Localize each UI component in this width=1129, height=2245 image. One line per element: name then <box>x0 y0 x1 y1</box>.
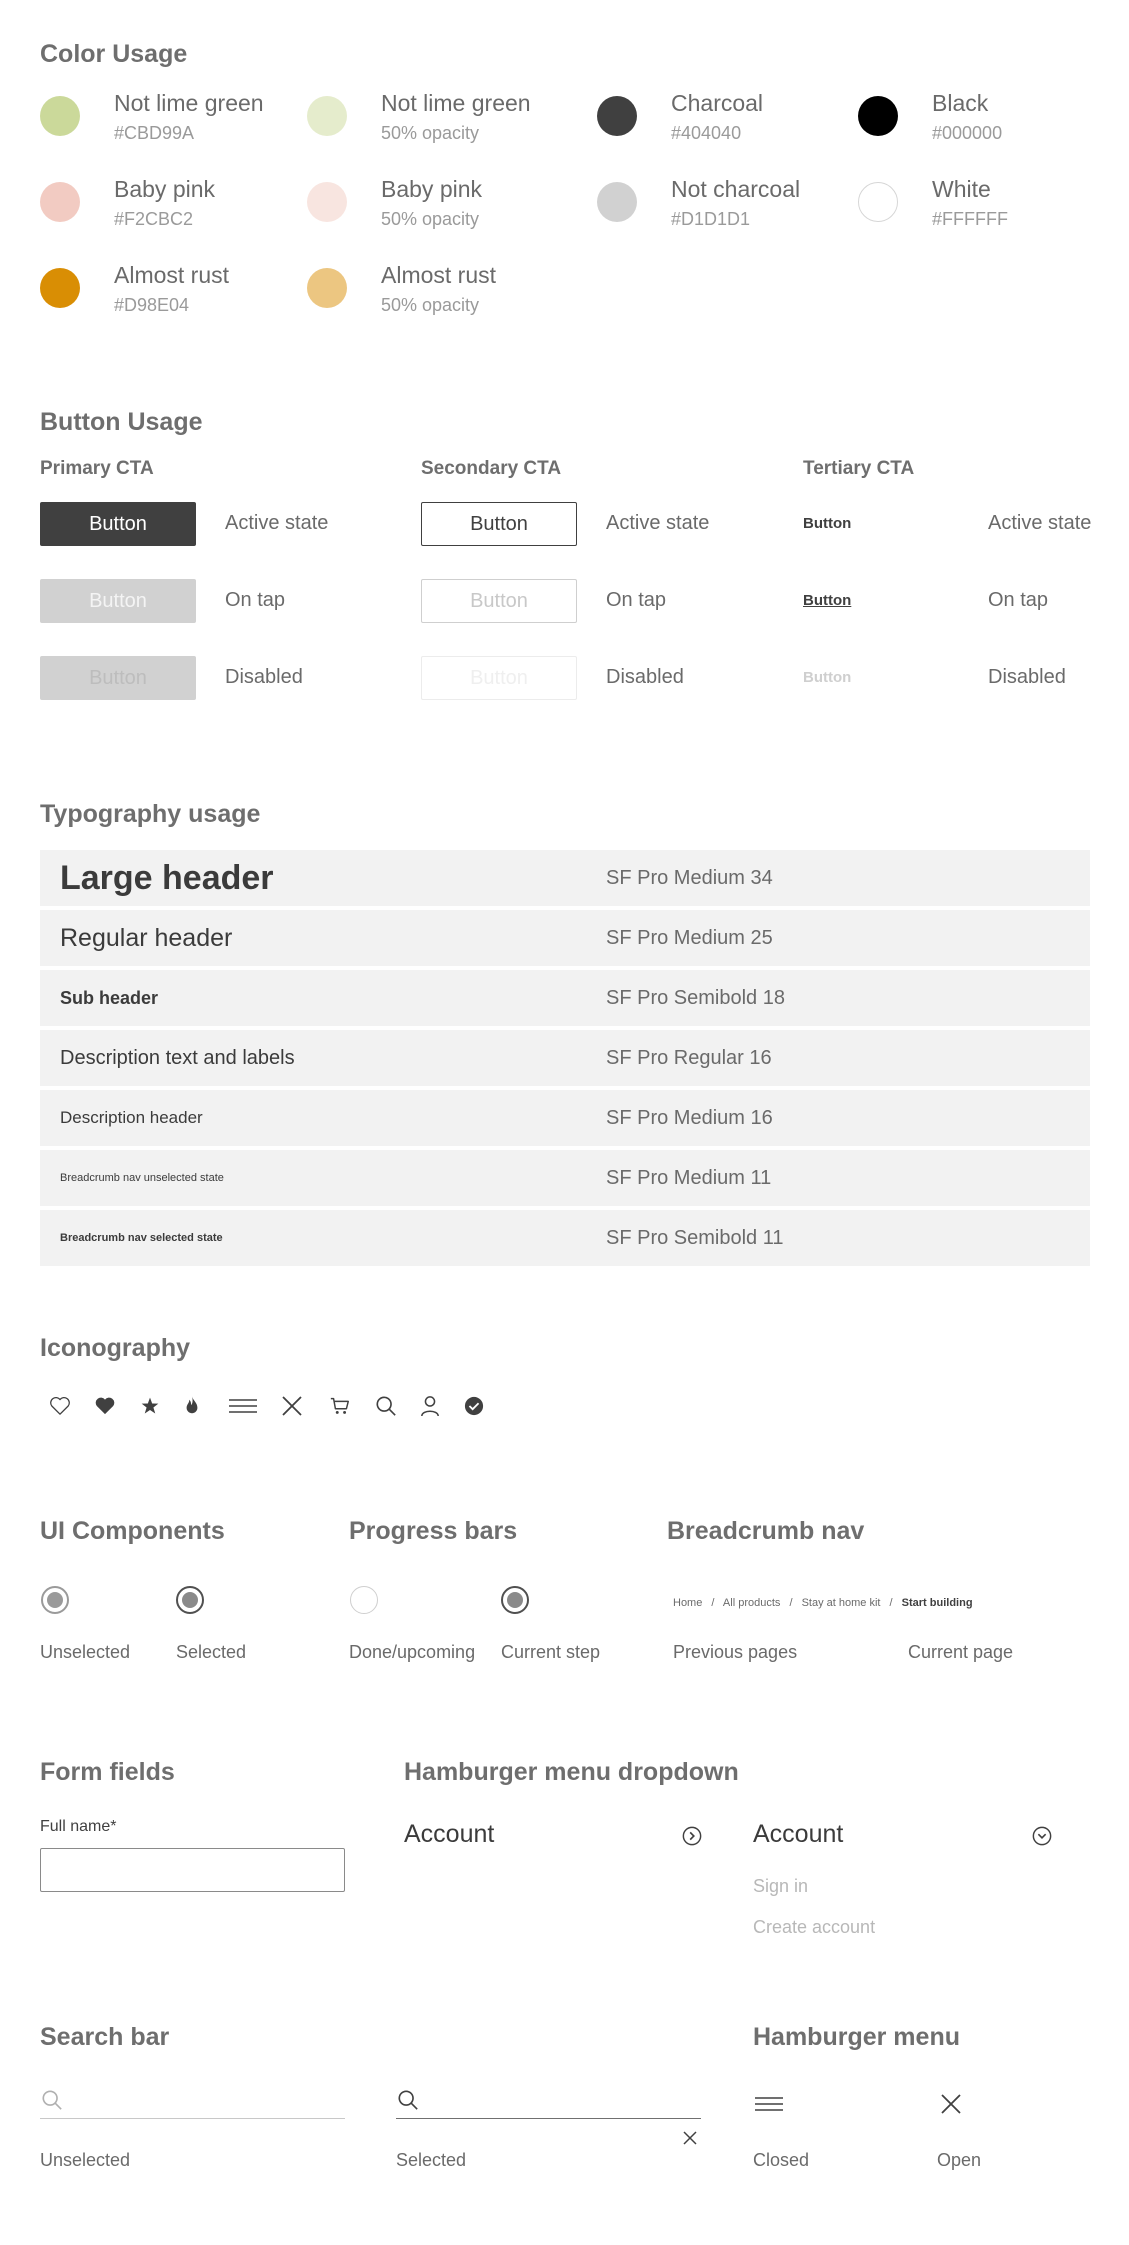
sign-in-item[interactable]: Sign in <box>753 1876 809 1896</box>
breadcrumb-nav-title: Breadcrumb nav <box>667 1517 865 1545</box>
typography-sample: Sub header <box>60 987 159 1008</box>
tertiary-button-disabled[interactable]: Button <box>803 669 852 686</box>
typography-sample: Description text and labels <box>60 1046 295 1069</box>
tertiary-button-active[interactable]: Button <box>803 515 852 532</box>
color-name: Baby pink <box>381 176 483 202</box>
color-hex: #D1D1D1 <box>671 209 751 229</box>
disabled-label: Disabled <box>225 666 303 688</box>
breadcrumb-separator: / <box>711 1597 715 1609</box>
on-tap-label: On tap <box>988 589 1049 611</box>
secondary-button-disabled[interactable]: Button <box>421 656 577 700</box>
search-icon <box>372 1392 400 1420</box>
typography-row <box>40 1150 1090 1206</box>
breadcrumb-separator: / <box>889 1597 893 1609</box>
typography-spec: SF Pro Semibold 11 <box>606 1226 784 1249</box>
color-hex: #404040 <box>671 123 742 143</box>
cart-icon <box>326 1392 354 1420</box>
breadcrumb-item[interactable]: Stay at home kit <box>801 1597 881 1609</box>
typography-spec: SF Pro Medium 16 <box>606 1106 773 1129</box>
color-opacity: 50% opacity <box>381 209 480 229</box>
color-name: Not charcoal <box>671 176 801 202</box>
typography-sample: Large header <box>60 858 274 897</box>
typography-spec: SF Pro Regular 16 <box>606 1046 772 1069</box>
typography-row <box>40 910 1090 966</box>
color-swatch <box>307 182 347 222</box>
color-name: Baby pink <box>114 176 216 202</box>
color-hex: #FFFFFF <box>932 209 1008 229</box>
color-swatch <box>40 96 80 136</box>
color-hex: #D98E04 <box>114 295 190 315</box>
typography-row <box>40 1030 1090 1086</box>
button-usage-title: Button Usage <box>40 408 203 436</box>
breadcrumb-item[interactable]: Home <box>673 1597 703 1609</box>
flame-icon <box>178 1392 206 1420</box>
typography-sample: Description header <box>60 1108 203 1127</box>
full-name-input[interactable] <box>40 1848 345 1892</box>
on-tap-label: On tap <box>606 589 667 611</box>
hamburger-closed-label: Closed <box>753 2150 810 2170</box>
disabled-label: Disabled <box>606 666 684 688</box>
typography-row <box>40 1090 1090 1146</box>
color-name: Charcoal <box>671 90 764 116</box>
secondary-button-active[interactable]: Button <box>421 502 577 546</box>
typography-sample: Breadcrumb nav selected state <box>60 1232 223 1244</box>
check-circle-icon <box>460 1392 488 1420</box>
search-icon <box>38 2086 66 2114</box>
close-icon <box>278 1392 306 1420</box>
breadcrumb-current: Start building <box>901 1597 973 1609</box>
color-name: Not lime green <box>381 90 531 116</box>
color-name: Black <box>932 90 989 116</box>
radio-unselected[interactable] <box>41 1586 69 1614</box>
active-state-label: Active state <box>606 512 710 534</box>
breadcrumb-separator: / <box>789 1597 793 1609</box>
color-hex: #000000 <box>932 123 1003 143</box>
radio-dot <box>182 1592 198 1608</box>
disabled-label: Disabled <box>988 666 1066 688</box>
typography-sample: Regular header <box>60 923 233 952</box>
color-swatch <box>307 268 347 308</box>
selected-label: Selected <box>176 1642 247 1662</box>
on-tap-label: On tap <box>225 589 286 611</box>
typography-spec: SF Pro Medium 34 <box>606 866 773 889</box>
search-icon <box>394 2086 422 2114</box>
hamburger-icon[interactable] <box>753 2090 785 2118</box>
tertiary-cta-title: Tertiary CTA <box>803 458 915 479</box>
color-name: Almost rust <box>381 262 497 288</box>
secondary-cta-title: Secondary CTA <box>421 458 562 479</box>
user-icon <box>416 1392 444 1420</box>
form-fields-title: Form fields <box>40 1758 175 1786</box>
done-upcoming-label: Done/upcoming <box>349 1642 476 1662</box>
close-icon[interactable] <box>937 2090 965 2118</box>
color-name: Almost rust <box>114 262 230 288</box>
chevron-right-circle-icon[interactable] <box>678 1822 706 1850</box>
color-swatch <box>597 182 637 222</box>
typography-row <box>40 970 1090 1026</box>
radio-selected[interactable] <box>176 1586 204 1614</box>
active-state-label: Active state <box>988 512 1092 534</box>
progress-bars-title: Progress bars <box>349 1517 518 1545</box>
breadcrumb-item[interactable]: All products <box>722 1597 781 1609</box>
search-bar-unselected[interactable] <box>40 2118 345 2119</box>
breadcrumb <box>673 1597 973 1609</box>
color-swatch <box>597 96 637 136</box>
account-menu-open[interactable]: Account <box>753 1820 844 1848</box>
color-opacity: 50% opacity <box>381 123 480 143</box>
create-account-item[interactable]: Create account <box>753 1917 876 1937</box>
typography-spec: SF Pro Semibold 18 <box>606 986 785 1009</box>
account-menu-closed[interactable]: Account <box>404 1820 495 1848</box>
heart-filled-icon <box>91 1392 119 1420</box>
progress-step-current <box>501 1586 529 1614</box>
color-swatch <box>858 96 898 136</box>
primary-button-active[interactable]: Button <box>40 502 196 546</box>
search-bar-selected[interactable] <box>396 2118 701 2119</box>
chevron-down-circle-icon[interactable] <box>1028 1822 1056 1850</box>
typography-row <box>40 1210 1090 1266</box>
typography-spec: SF Pro Medium 11 <box>606 1166 772 1189</box>
search-unselected-label: Unselected <box>40 2150 131 2170</box>
color-swatch <box>858 182 898 222</box>
progress-step-done <box>350 1586 378 1614</box>
color-usage-title: Color Usage <box>40 40 188 68</box>
color-name: White <box>932 176 991 202</box>
hamburger-icon <box>227 1392 259 1420</box>
color-name: Not lime green <box>114 90 264 116</box>
hamburger-dropdown-title: Hamburger menu dropdown <box>404 1758 739 1786</box>
color-swatch <box>307 96 347 136</box>
primary-button-disabled[interactable]: Button <box>40 656 196 700</box>
current-step-label: Current step <box>501 1642 601 1662</box>
tertiary-button-tap[interactable]: Button <box>803 592 852 609</box>
typography-sample: Breadcrumb nav unselected state <box>60 1172 224 1184</box>
radio-dot <box>47 1592 63 1608</box>
hamburger-menu-title: Hamburger menu <box>753 2023 960 2051</box>
color-opacity: 50% opacity <box>381 295 480 315</box>
hamburger-open-label: Open <box>937 2150 982 2170</box>
star-icon <box>136 1392 164 1420</box>
full-name-label: Full name* <box>40 1818 117 1835</box>
heart-outline-icon <box>46 1392 74 1420</box>
typography-title: Typography usage <box>40 800 261 828</box>
search-selected-label: Selected <box>396 2150 467 2170</box>
typography-row <box>40 850 1090 906</box>
previous-pages-label: Previous pages <box>673 1642 798 1662</box>
typography-spec: SF Pro Medium 25 <box>606 926 773 949</box>
clear-search-icon[interactable] <box>680 2128 700 2148</box>
search-bar-title: Search bar <box>40 2023 170 2051</box>
color-hex: #CBD99A <box>114 123 195 143</box>
color-swatch <box>40 268 80 308</box>
current-page-label: Current page <box>908 1642 1014 1662</box>
ui-components-title: UI Components <box>40 1517 225 1545</box>
active-state-label: Active state <box>225 512 329 534</box>
progress-step-dot <box>507 1592 523 1608</box>
primary-cta-title: Primary CTA <box>40 458 154 479</box>
secondary-button-tap[interactable]: Button <box>421 579 577 623</box>
color-hex: #F2CBC2 <box>114 209 194 229</box>
iconography-title: Iconography <box>40 1334 191 1362</box>
primary-button-tap[interactable]: Button <box>40 579 196 623</box>
unselected-label: Unselected <box>40 1642 131 1662</box>
color-swatch <box>40 182 80 222</box>
